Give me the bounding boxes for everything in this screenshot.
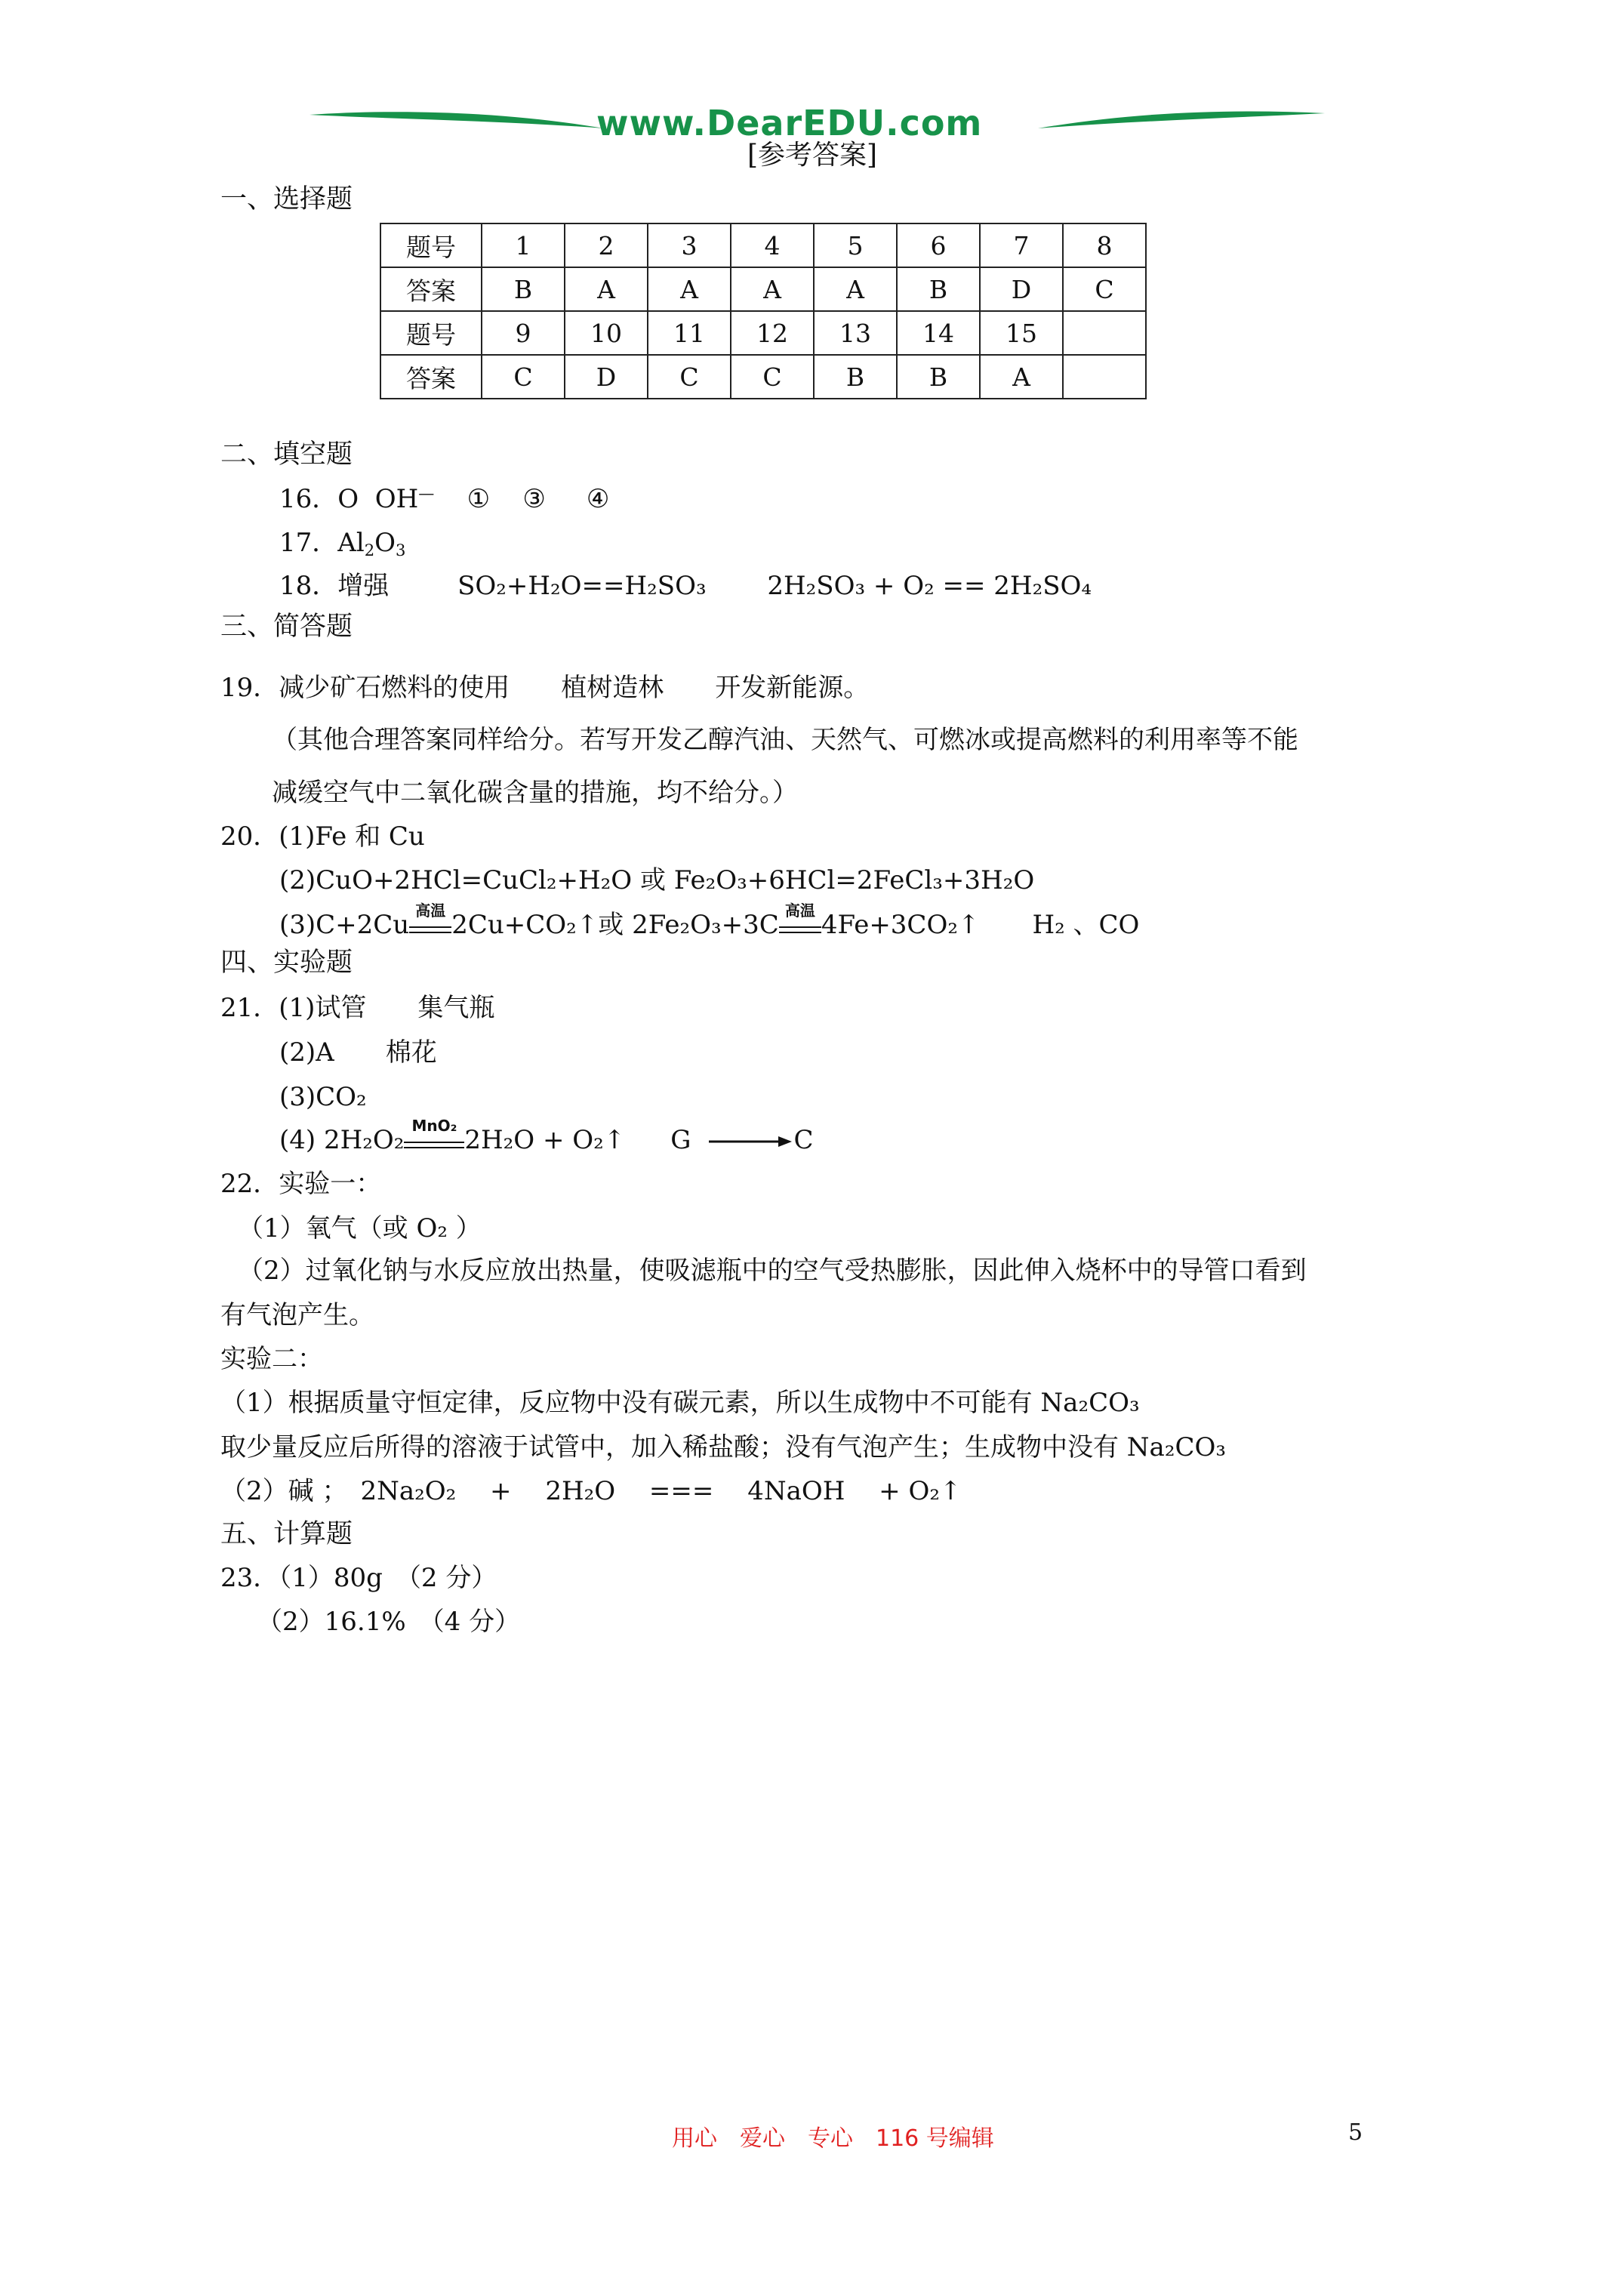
table-cell: A: [565, 267, 648, 311]
table-cell: B: [897, 267, 980, 311]
table-cell: 6: [897, 223, 980, 267]
choice-answer-table: [380, 223, 1147, 399]
table-cell: A: [648, 267, 731, 311]
site-logo-text: www.DearEDU.com: [596, 103, 983, 143]
table-cell: 8: [1063, 223, 1146, 267]
q21-part2: (2)A 棉花: [279, 1037, 437, 1068]
table-cell: A: [980, 355, 1063, 399]
experiment2-title: 实验二：: [220, 1344, 323, 1374]
arrow-right-icon: [709, 1134, 792, 1149]
q20-part3: (3)C+2Cu 高温 2Cu+CO₂↑或 2Fe₂O₃+3C 高温 4Fe+3CO₂↑ H₂ 、CO: [279, 901, 1140, 940]
table-row: [380, 267, 1146, 311]
table-cell: B: [814, 355, 897, 399]
q17-answer: 17．$Al_2O_3$: [279, 528, 406, 559]
q22-part2-line1: （2）过氧化钠与水反应放出热量，使吸滤瓶中的空气受热膨胀，因此伸入烧杯中的导管口看到: [238, 1256, 1307, 1286]
table-cell: 9: [482, 311, 565, 355]
table-cell: B: [482, 267, 565, 311]
experiment2-part2: （2）碱 ； 2Na₂O₂ + 2H₂O === 4NaOH + O₂↑: [220, 1476, 962, 1506]
table-row-header: 答案: [380, 267, 482, 311]
table-cell: A: [814, 267, 897, 311]
q19-line1: 19．减少矿石燃料的使用 植树造林 开发新能源。: [220, 673, 870, 703]
table-cell: 2: [565, 223, 648, 267]
section-choice-heading: 一、选择题: [220, 184, 353, 214]
q21-part3: (3)CO₂: [279, 1082, 367, 1112]
table-cell: 3: [648, 223, 731, 267]
q22-title: 22．实验一：: [220, 1169, 382, 1199]
table-row-header: 题号: [380, 223, 482, 267]
q19-line2: （其他合理答案同样给分。若写开发乙醇汽油、天然气、可燃冰或提高燃料的利用率等不能: [272, 725, 1298, 755]
q21-part1: 21．(1)试管 集气瓶: [220, 993, 495, 1023]
section-fill-heading: 二、填空题: [220, 439, 353, 470]
table-cell: 5: [814, 223, 897, 267]
reaction-condition: 高温: [779, 922, 821, 933]
header-swoosh-left: [310, 106, 604, 136]
table-cell: 15: [980, 311, 1063, 355]
page-title: [参考答案]: [747, 140, 878, 171]
table-cell: C: [1063, 267, 1146, 311]
table-cell: [1063, 355, 1146, 399]
section-calc-heading: 五、计算题: [220, 1519, 353, 1549]
q23-part1: 23．（1）80g （2 分）: [220, 1563, 497, 1593]
table-cell: 14: [897, 311, 980, 355]
section-short-heading: 三、简答题: [220, 612, 353, 642]
table-cell: 11: [648, 311, 731, 355]
q22-part2-line2: 有气泡产生。: [220, 1300, 374, 1330]
table-cell: D: [980, 267, 1063, 311]
q16-answer: 16．O OH— ① ③ ④: [279, 483, 610, 514]
table-row-header: 题号: [380, 311, 482, 355]
reaction-condition: 高温: [409, 922, 451, 933]
page-number: 5: [1348, 2119, 1363, 2146]
table-cell: 13: [814, 311, 897, 355]
footer-text: 用心 爱心 专心 116 号编辑: [672, 2125, 994, 2152]
q22-part1: （1）氧气（或 O₂ ）: [238, 1213, 482, 1244]
header-swoosh-right: [1038, 106, 1325, 136]
table-cell: 10: [565, 311, 648, 355]
table-cell: D: [565, 355, 648, 399]
q20-part2: (2)CuO+2HCl=CuCl₂+H₂O 或 Fe₂O₃+6HCl=2FeCl₃+3H₂O: [279, 865, 1035, 895]
table-cell: C: [731, 355, 814, 399]
table-row: [380, 311, 1146, 355]
reaction-condition: MnO₂: [404, 1137, 464, 1148]
section-exp-heading: 四、实验题: [220, 948, 353, 978]
experiment2-part1: （1）根据质量守恒定律，反应物中没有碳元素，所以生成物中不可能有 Na₂CO₃: [220, 1388, 1140, 1418]
table-cell: B: [897, 355, 980, 399]
table-row: [380, 355, 1146, 399]
table-cell: 1: [482, 223, 565, 267]
q21-part4: (4) 2H₂O₂ MnO₂ 2H₂O + O₂↑ G C: [279, 1117, 814, 1155]
table-cell: 7: [980, 223, 1063, 267]
table-cell: A: [731, 267, 814, 311]
table-cell: [1063, 311, 1146, 355]
q20-part1: 20．(1)Fe 和 Cu: [220, 821, 425, 852]
q19-line3: 减缓空气中二氧化碳含量的措施，均不给分。）: [272, 778, 798, 808]
table-cell: C: [648, 355, 731, 399]
table-cell: 12: [731, 311, 814, 355]
q23-part2: （2）16.1% （4 分）: [257, 1607, 521, 1637]
table-row-header: 答案: [380, 355, 482, 399]
experiment2-method: 取少量反应后所得的溶液于试管中，加入稀盐酸；没有气泡产生；生成物中没有 Na₂CO₃: [220, 1432, 1226, 1462]
table-cell: 4: [731, 223, 814, 267]
table-row: [380, 223, 1146, 267]
q18-answer: 18．增强 SO₂+H₂O==H₂SO₃ 2H₂SO₃ + O₂ == 2H₂SO₄: [279, 571, 1092, 601]
table-cell: C: [482, 355, 565, 399]
